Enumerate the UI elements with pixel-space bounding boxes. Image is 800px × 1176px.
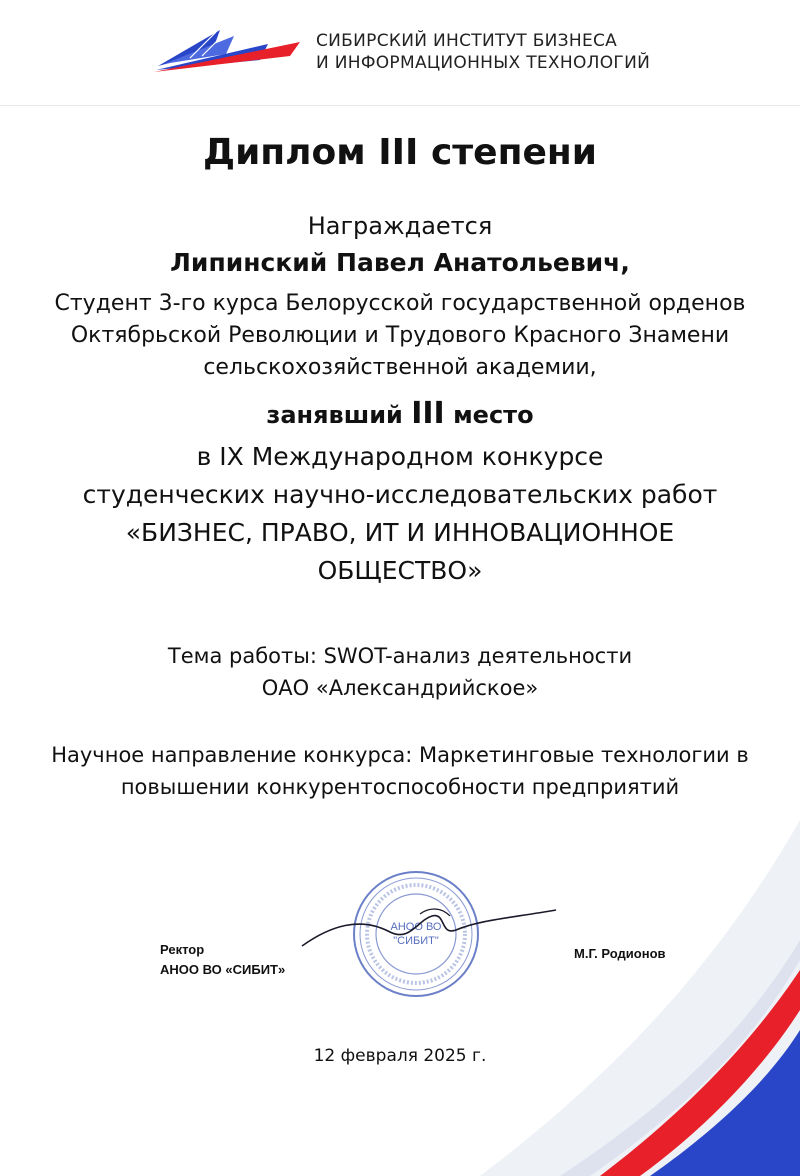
work-topic (0, 640, 800, 704)
stamp-text-line1: АНОО ВО (390, 921, 442, 933)
topic-line: Тема работы: SWOT-анализ деятельности (167, 644, 633, 668)
student-line: Октябрьской Революции и Трудового Красного Знамени (70, 323, 730, 348)
signatory-role: Ректор (160, 942, 205, 957)
contest-direction (0, 739, 800, 803)
contest-description (0, 438, 800, 590)
awarded-label: Награждается (307, 212, 493, 240)
institute-logo-icon (150, 24, 302, 74)
student-description (0, 288, 800, 384)
place-line (0, 396, 800, 431)
institution-name-line1: СИБИРСКИЙ ИНСТИТУТ БИЗНЕСА (316, 31, 618, 51)
topic-line: ОАО «Александрийское» (261, 676, 539, 700)
student-line: сельскохозяйственной академии, (203, 355, 597, 380)
place-prefix: занявший (266, 401, 403, 429)
student-line: Студент 3-го курса Белорусской государственной орденов (54, 291, 746, 316)
place-suffix: место (453, 401, 534, 429)
direction-line: повышении конкурентоспособности предприятий (120, 775, 680, 799)
contest-line: студенческих научно-исследовательских работ (82, 480, 718, 509)
rector-signature-icon (300, 896, 560, 956)
signatory-org: АНОО ВО «СИБИТ» (160, 962, 286, 977)
issue-date: 12 февраля 2025 г. (313, 1046, 487, 1066)
institution-name-line2: И ИНФОРМАЦИОННЫХ ТЕХНОЛОГИЙ (316, 53, 651, 73)
header (0, 0, 800, 106)
contest-line: в IX Международном конкурсе (196, 442, 604, 471)
stamp-text-line2: "СИБИТ" (393, 935, 439, 947)
institution-name (316, 30, 650, 74)
signatory-position (160, 940, 285, 980)
contest-line: ОБЩЕСТВО» (317, 556, 483, 585)
diploma-title: Диплом III степени (203, 132, 597, 173)
contest-line: «БИЗНЕС, ПРАВО, ИТ И ИННОВАЦИОННОЕ (125, 518, 675, 547)
place-number: III (411, 396, 445, 431)
signatory-name: М.Г. Родионов (574, 946, 666, 961)
recipient-name: Липинский Павел Анатольевич, (170, 248, 630, 277)
direction-line: Научное направление конкурса: Маркетинговые технологии в (51, 743, 749, 767)
